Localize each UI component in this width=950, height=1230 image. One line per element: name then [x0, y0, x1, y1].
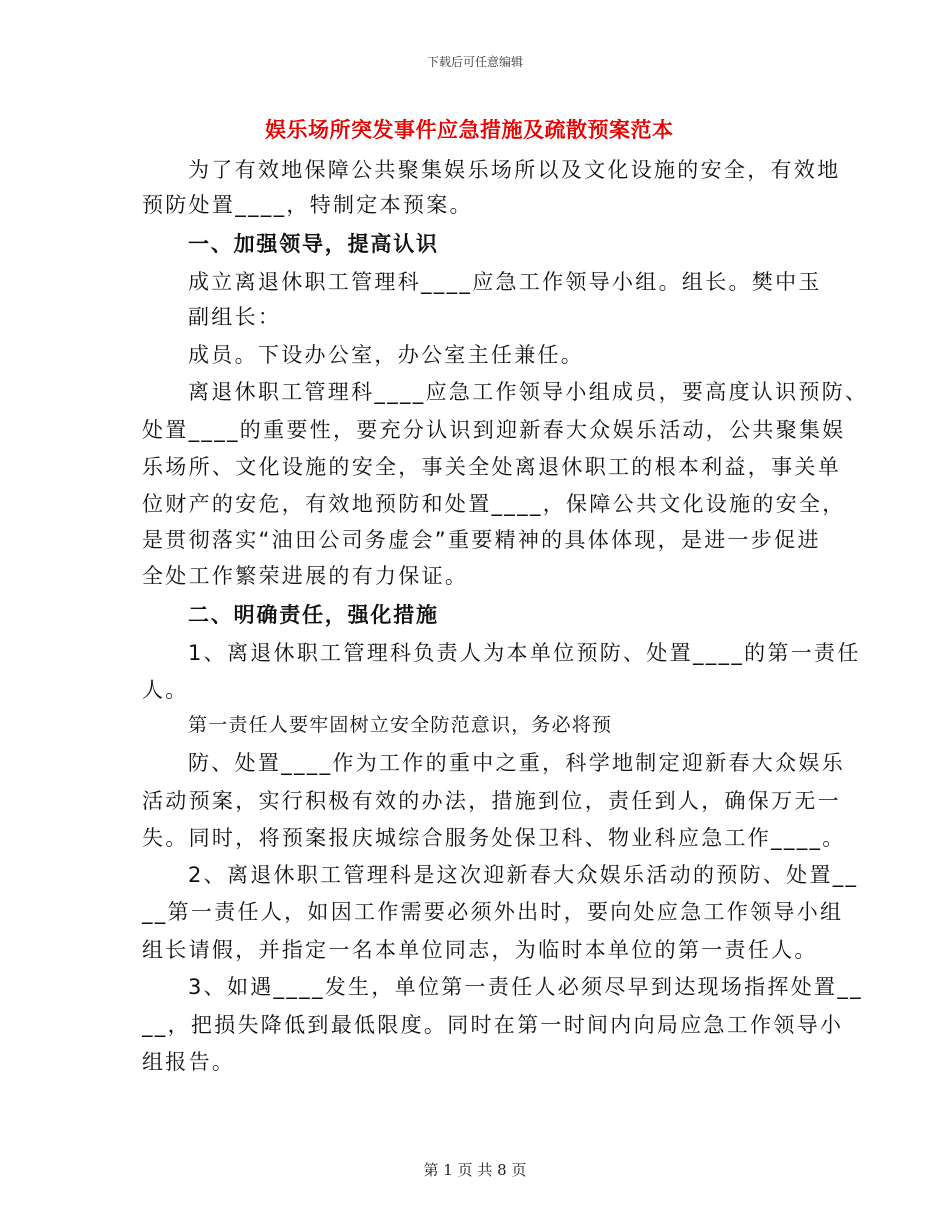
body-line: 防、处置____作为工作的重中之重，科学地制定迎新春大众娱乐 — [188, 751, 845, 775]
body-line: 3、如遇____发生，单位第一责任人必须尽早到达现场指挥处置__ — [188, 975, 863, 999]
body-line: 乐场所、文化设施的安全，事关全处离退休职工的根本利益，事关单 — [142, 455, 841, 479]
body-line: __第一责任人，如因工作需要必须外出时，要向处应急工作领导小组 — [142, 900, 844, 924]
section-heading: 一、加强领导，提高认识 — [188, 232, 439, 256]
body-line: 组报告。 — [142, 1050, 236, 1074]
body-line: 为了有效地保障公共聚集娱乐场所以及文化设施的安全，有效地 — [188, 158, 841, 182]
document-title: 娱乐场所突发事件应急措施及疏散预案范本 — [265, 118, 674, 142]
body-line: 2、离退休职工管理科是这次迎新春大众娱乐活动的预防、处置__ — [188, 863, 859, 887]
body-line: 预防处置____，特制定本预案。 — [142, 193, 473, 217]
body-line: 位财产的安危，有效地预防和处置____，保障公共文化设施的安全， — [142, 492, 846, 516]
page-number-footer: 第 1 页 共 8 页 — [423, 1161, 527, 1179]
body-line: 组长请假，并指定一名本单位同志，为临时本单位的第一责任人。 — [142, 938, 818, 962]
body-line: 成立离退休职工管理科____应急工作领导小组。组长。樊中玉 — [188, 270, 822, 294]
body-line: 全处工作繁荣进展的有力保证。 — [142, 564, 469, 588]
body-line: 人。 — [142, 678, 189, 702]
body-line: __，把损失降低到最低限度。同时在第一时间内向局应急工作领导小 — [142, 1013, 844, 1037]
body-line: 处置____的重要性，要充分认识到迎新春大众娱乐活动，公共聚集娱 — [142, 418, 846, 442]
body-line: 1、离退休职工管理科负责人为本单位预防、处置____的第一责任 — [188, 641, 861, 665]
body-line: 副组长： — [188, 305, 282, 329]
body-line: 是贯彻落实“油田公司务虚会”重要精神的具体体现，是进一步促进 — [142, 528, 821, 552]
section-heading: 二、明确责任，强化措施 — [188, 603, 439, 627]
body-line: 失。同时，将预案报庆城综合服务处保卫科、物业科应急工作____。 — [142, 826, 846, 850]
body-line: 离退休职工管理科____应急工作领导小组成员，要高度认识预防、 — [188, 380, 869, 404]
page-header-note: 下载后可任意编辑 — [426, 55, 523, 69]
body-line: 成员。下设办公室，办公室主任兼任。 — [188, 343, 585, 367]
body-line: 第一责任人要牢固树立安全防范意识，务必将预 — [188, 714, 613, 736]
body-line: 活动预案，实行积极有效的办法，措施到位，责任到人，确保万无一 — [142, 789, 841, 813]
